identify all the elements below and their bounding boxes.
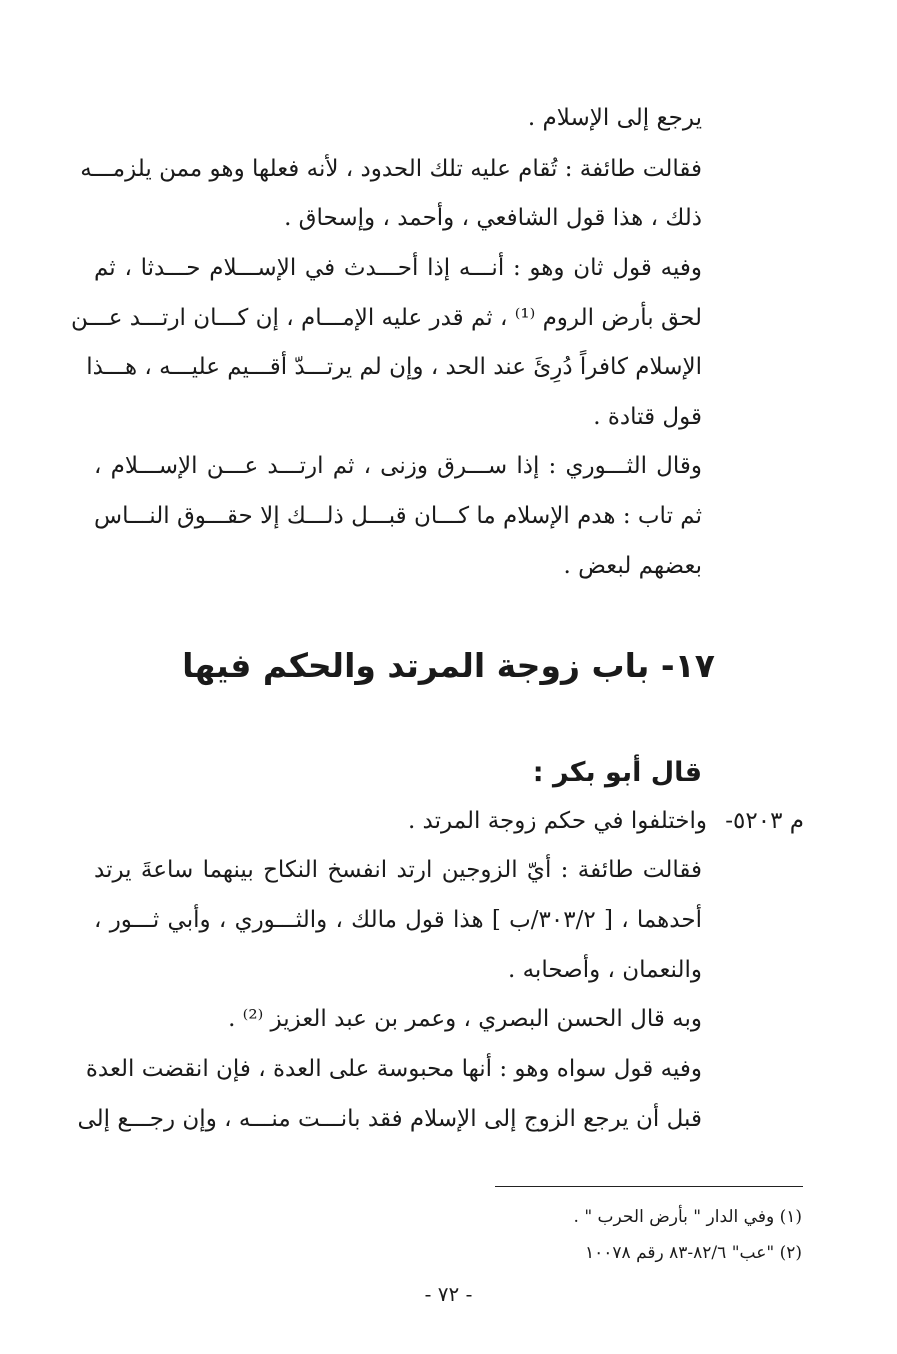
body-line: لحق بأرض الروم ⁽¹⁾ ، ثم قدر عليه الإمـــام ، إن كـــان ارتـــد عـــن — [71, 305, 702, 331]
body-line: وفيه قول ثان وهو : أنـــه إذا أحـــدث في الإســـلام حـــدثا ، ثم — [94, 255, 702, 281]
section-line: وبه قال الحسن البصري ، وعمر بن عبد العزيز ⁽²⁾ . — [228, 1006, 702, 1032]
footnote: (٢) "عب" ٨٢/٦-٨٣ رقم ١٠٠٧٨ — [585, 1243, 802, 1263]
footnote: (١) وفي الدار " بأرض الحرب " . — [573, 1207, 802, 1227]
section-line: أحدهما ، [ ٣٠٣/٢/ب ] هذا قول مالك ، والثـــوري ، وأبي ثـــور ، — [94, 907, 702, 933]
chapter-heading: ١٧- باب زوجة المرتد والحكم فيها — [182, 646, 715, 685]
body-line: الإسلام كافراً دُرِئَ عند الحد ، وإن لم يرتـــدّ أقـــيم عليـــه ، هـــذا — [86, 354, 702, 380]
body-line: قول قتادة . — [593, 404, 702, 430]
body-line: وقال الثـــوري : إذا ســـرق وزنى ، ثم ارتـــد عـــن الإســـلام ، — [94, 453, 702, 479]
body-line: يرجع إلى الإسلام . — [527, 105, 702, 131]
body-line: فقالت طائفة : تُقام عليه تلك الحدود ، لأنه فعلها وهو ممن يلزمـــه — [80, 156, 702, 182]
body-line: ذلك ، هذا قول الشافعي ، وأحمد ، وإسحاق . — [284, 205, 702, 231]
page-number: - ٧٢ - — [424, 1282, 473, 1306]
footnote-separator — [495, 1186, 803, 1187]
section-line: قبل أن يرجع الزوج إلى الإسلام فقد بانـــت منـــه ، وإن رجـــع إلى — [77, 1106, 702, 1132]
body-line: بعضهم لبعض . — [563, 553, 702, 579]
section-line: فقالت طائفة : أيّ الزوجين ارتد انفسخ النكاح بينهما ساعةَ يرتد — [94, 857, 702, 883]
body-line: ثم تاب : هدم الإسلام ما كـــان قبـــل ذلـــك إلا حقـــوق النـــاس — [94, 503, 702, 529]
section-line: واختلفوا في حكم زوجة المرتد . — [407, 808, 707, 834]
speaker-subheading: قال أبو بكر : — [532, 757, 702, 788]
section-line: وفيه قول سواه وهو : أنها محبوسة على العدة ، فإن انقضت العدة — [85, 1056, 702, 1082]
section-line: والنعمان ، وأصحابه . — [507, 957, 702, 983]
entry-number: م ٥٢٠٣- — [725, 808, 804, 834]
